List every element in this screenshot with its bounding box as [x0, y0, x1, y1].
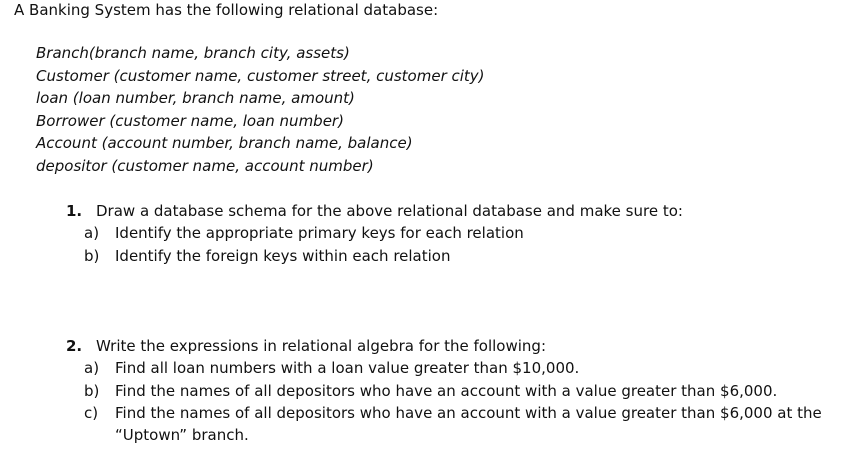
relation-customer: Customer (customer name, customer street, customer city) [36, 67, 485, 85]
sub-item-text: Find the names of all depositors who have an account with a value greater than $6,000. [115, 382, 778, 400]
relation-account: Account (account number, branch name, balance) [36, 134, 413, 152]
sub-item-text: Identify the appropriate primary keys for each relation [115, 224, 524, 242]
sub-item-letter: a) [84, 359, 100, 377]
question-text: Write the expressions in relational algebra for the following: [96, 337, 546, 355]
sub-item-letter: b) [84, 247, 100, 265]
question-number: 1. [66, 202, 83, 220]
sub-item-text: Identify the foreign keys within each relation [115, 247, 451, 265]
sub-item-text: Find the names of all depositors who have an account with a value greater than $6,000 at the [115, 404, 822, 422]
sub-item-letter: b) [84, 382, 100, 400]
relation-depositor: depositor (customer name, account number) [36, 157, 374, 175]
relation-branch: Branch(branch name, branch city, assets) [36, 44, 350, 62]
sub-item-letter: c) [84, 404, 99, 422]
question-number: 2. [66, 337, 83, 355]
intro-text: A Banking System has the following relational database: [14, 1, 439, 19]
relation-loan: loan (loan number, branch name, amount) [36, 89, 355, 107]
question-text: Draw a database schema for the above relational database and make sure to: [96, 202, 683, 220]
sub-item-letter: a) [84, 224, 100, 242]
relation-borrower: Borrower (customer name, loan number) [36, 112, 344, 130]
sub-item-text: Find all loan numbers with a loan value greater than $10,000. [115, 359, 580, 377]
sub-item-continuation: “Uptown” branch. [115, 426, 249, 444]
